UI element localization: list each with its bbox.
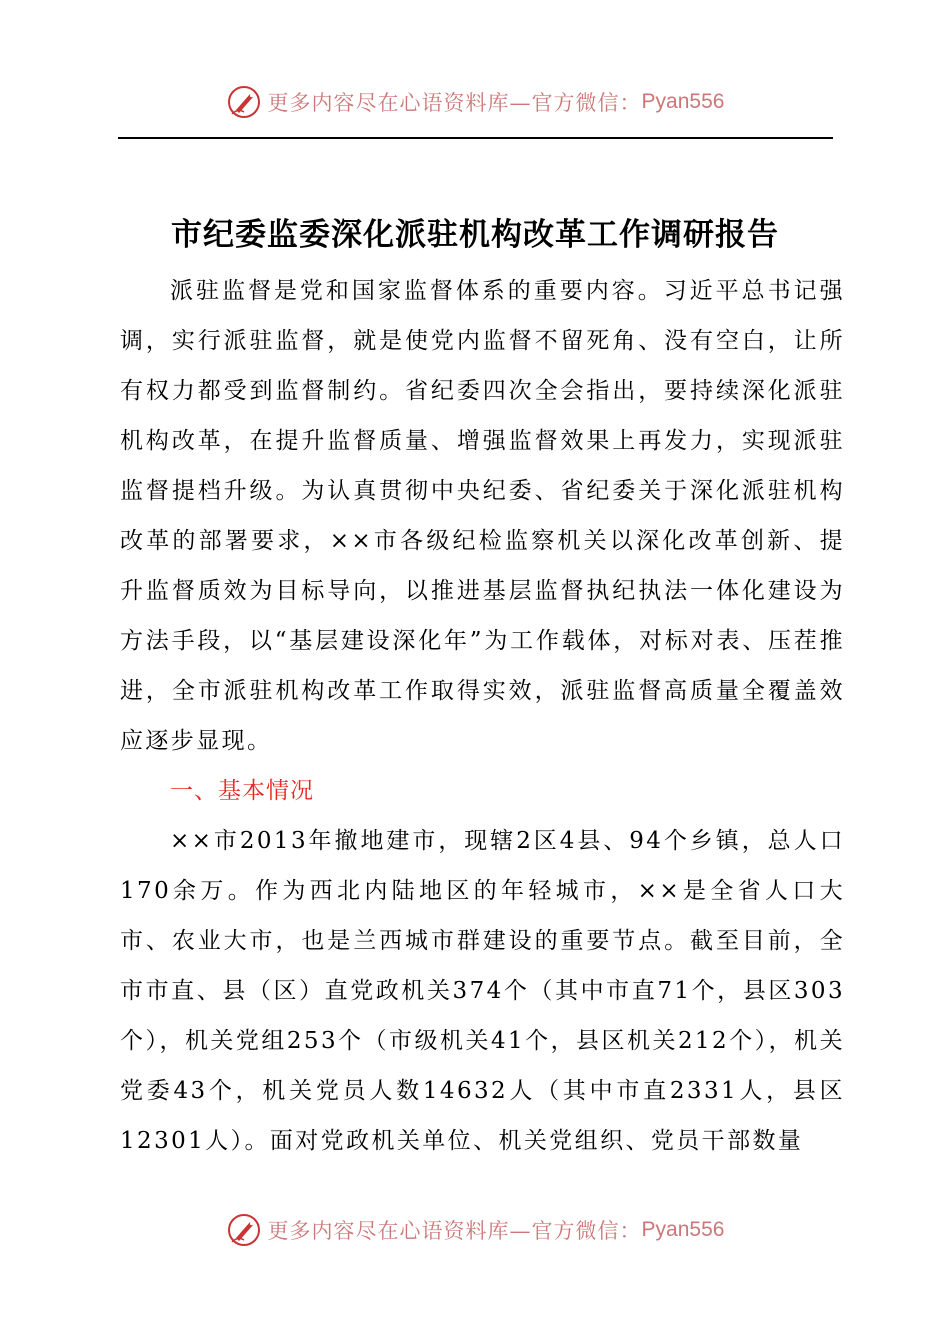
watermark-text: 更多内容尽在心语资料库—官方微信： <box>267 1219 642 1243</box>
section-heading: 一、基本情况 <box>170 778 314 804</box>
watermark-handle: Pyan556 <box>641 1218 725 1241</box>
watermark-text: 更多内容尽在心语资料库—官方微信： <box>267 91 642 115</box>
watermark-banner-top <box>0 80 950 124</box>
document-body <box>120 266 845 1166</box>
pen-nib-logo-icon <box>226 1212 262 1248</box>
watermark-handle: Pyan556 <box>641 90 725 113</box>
watermark-banner-bottom <box>0 1208 950 1252</box>
pen-nib-logo-icon <box>226 84 262 120</box>
intro-paragraph: 派驻监督是党和国家监督体系的重要内容。习近平总书记强调，实行派驻监督，就是使党内监督不留死角、没有空白，让所有权力都受到监督制约。省纪委四次全会指出，要持续深化派驻机构改革，在提升监督质量、增强监督效果上再发力，实现派驻监督提档升级。为认真贯彻中央纪委、省纪委关于深化派驻机构改革的部署要求，××市各级纪检监察机关以深化改革创新、提升监督质效为目标导向，以推进基层监督执纪执法一体化建设为方法手段，以“基层建设深化年”为工作载体，对标对表、压茬推进，全市派驻机构改革工作取得实效，派驻监督高质量全覆盖效应逐步显现。 <box>120 278 845 754</box>
document-title: 市纪委监委深化派驻机构改革工作调研报告 <box>171 216 779 253</box>
section-paragraph: ××市2013年撤地建市，现辖2区4县、94个乡镇，总人口170余万。作为西北内陆地区的年轻城市，××是全省人口大市、农业大市，也是兰西城市群建设的重要节点。截至目前，全市市直、县（区）直党政机关374个（其中市直71个，县区303个），机关党组253个（市级机关41个，县区机关212个），机关党委43个，机关党员人数14632人（其中市直2331人，县区12301人）。面对党政机关单位、机关党组织、党员干部数量 <box>120 828 845 1154</box>
header-rule <box>118 137 833 139</box>
